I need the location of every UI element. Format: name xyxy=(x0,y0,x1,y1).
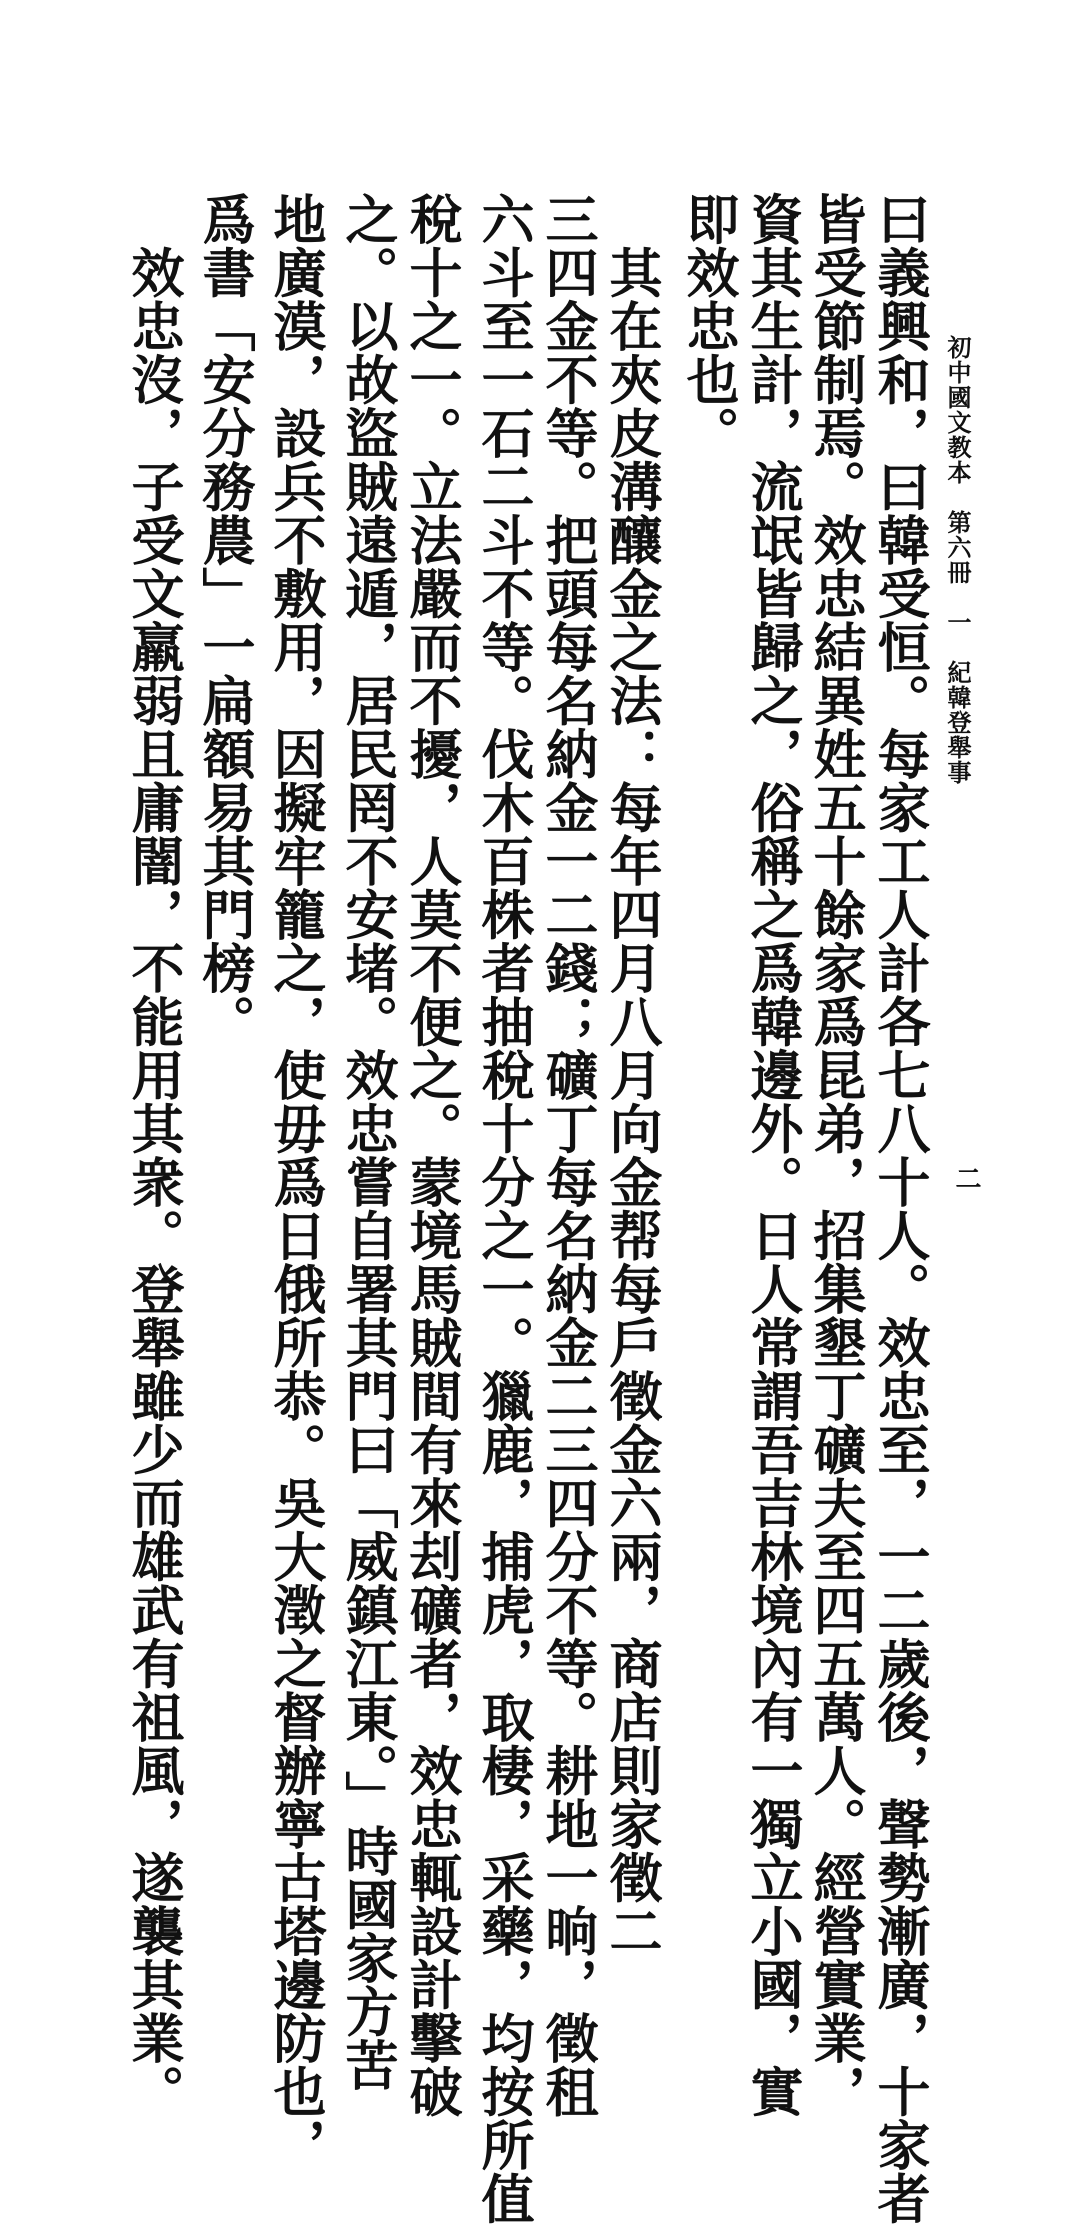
text-column-11: 爲書「安分務農」一扁額易其門榜。 xyxy=(194,192,256,1048)
text-column-7: 六斗至一石二斗不等。伐木百株者抽稅十分之一。獵鹿，捕虎，取棲，采藥，均按所值 xyxy=(473,192,535,2225)
text-column-3: 資其生計，流氓皆歸之，俗稱之爲韓邊外。日人常謂吾吉林境內有一獨立小國，實 xyxy=(742,192,804,2118)
text-column-4: 即效忠也。 xyxy=(678,192,740,460)
text-column-8: 稅十之一。立法嚴而不擾，人莫不便之。蒙境馬賊間有來刦礦者，效忠輒設計擊破 xyxy=(401,192,463,2118)
text-column-2: 皆受節制焉。效忠結異姓五十餘家爲昆弟，招集墾丁礦夫至四五萬人。經營實業， xyxy=(805,192,867,2118)
text-column-5: 其在夾皮溝釀金之法：每年四月八月向金帮每戶徵金六兩，商店則家徵二 xyxy=(601,192,663,1958)
text-column-6: 三四金不等。把頭每名納金一二錢；礦丁每名納金二三四分不等。耕地一晌，徵租 xyxy=(537,192,599,2118)
text-column-10: 地廣漠，設兵不敷用，因擬牢籠之，使毋爲日俄所恭。吳大澂之督辦寧古塔邊防也， xyxy=(265,192,327,2172)
page-number: 二 xyxy=(951,1165,981,1191)
text-column-12: 效忠沒，子受文羸弱且庸闇，不能用其衆。登舉雖少而雄武有祖風，遂襲其業。 xyxy=(123,192,185,2118)
text-column-9: 之。以故盜賊遠遁，居民罔不安堵。效忠嘗自署其門曰「威鎮江東。」時國家方苦 xyxy=(337,192,399,2092)
running-title: 初中國文教本 第六冊 一 紀韓登舉事 xyxy=(943,335,972,785)
text-column-1: 曰義興和，曰韓受恒。每家工人計各七八十人。效忠至，一二歲後，聲勢漸廣，十家者 xyxy=(869,192,931,2225)
